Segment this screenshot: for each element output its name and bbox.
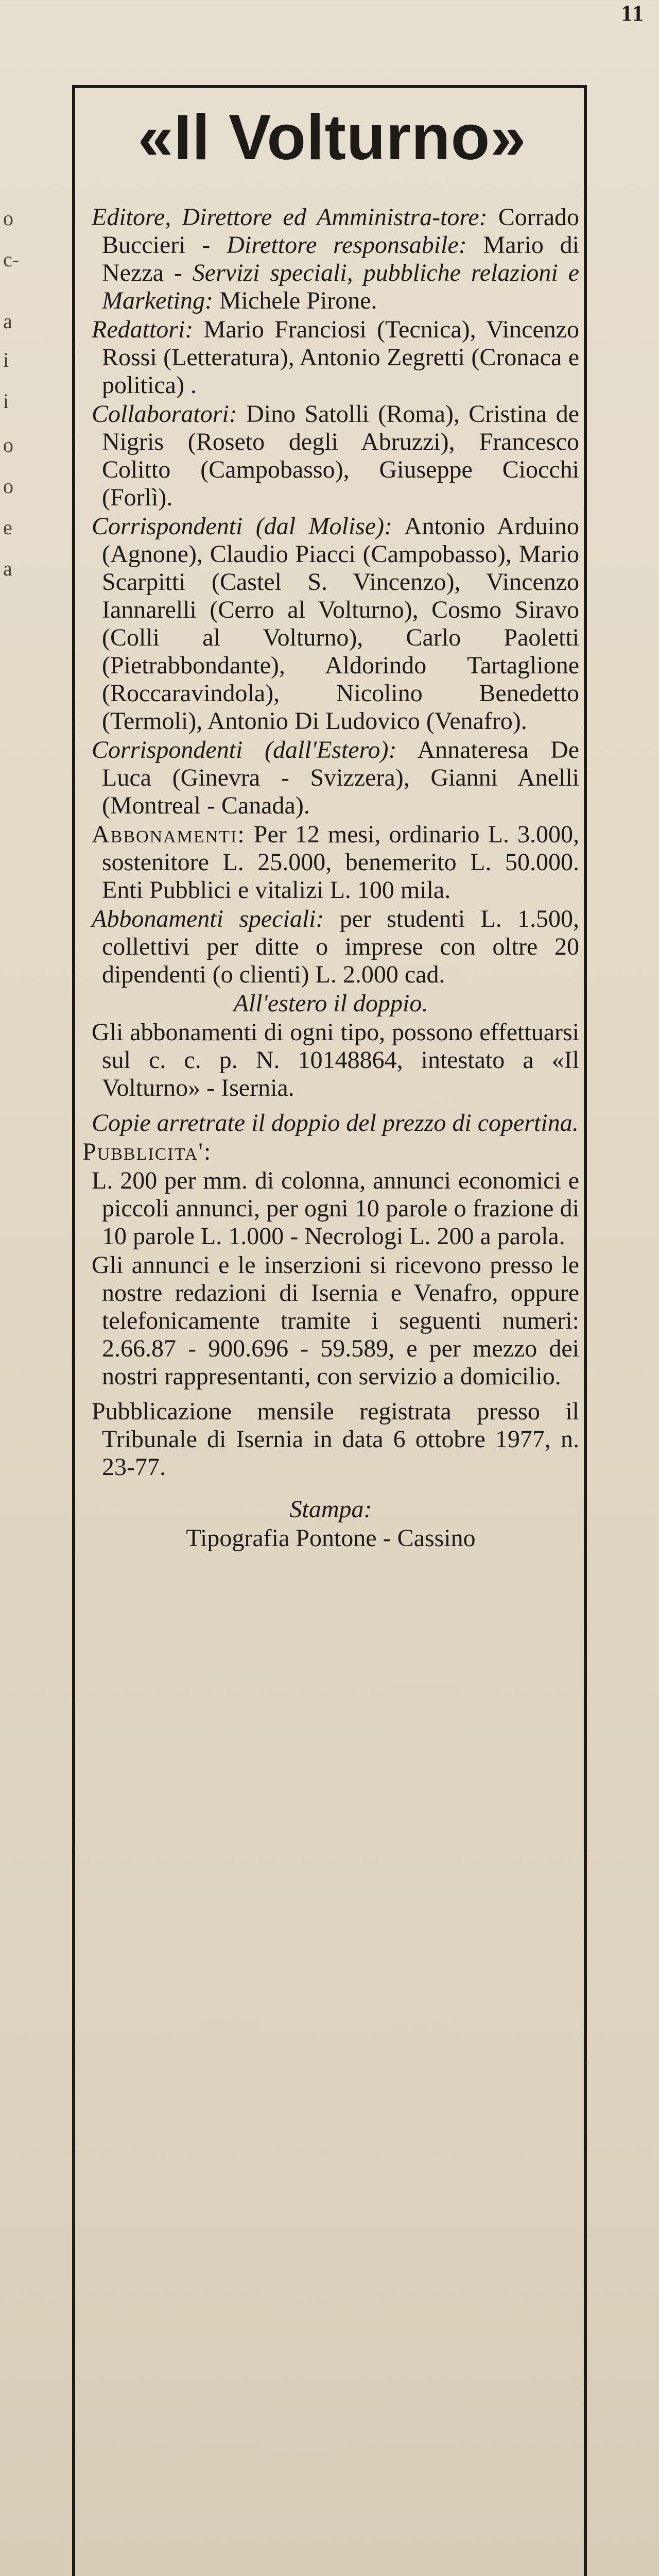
fragment-letter: e bbox=[3, 516, 12, 539]
fragment-letter: i bbox=[3, 389, 9, 413]
redattori-paragraph bbox=[82, 316, 579, 399]
left-column-fragments bbox=[0, 185, 21, 701]
corr-estero-text: Annateresa De Luca (Ginevra - Svizzera), Gianni Anelli (Montreal - Canada). bbox=[102, 736, 579, 819]
page-number: 11 bbox=[621, 1, 645, 26]
editore-paragraph bbox=[82, 204, 579, 315]
abbonamenti-ccp: Gli abbonamenti di ogni tipo, possono effettuarsi sul c. c. p. N. 10148864, intestato a «Il Volturno» - Isernia. bbox=[92, 1019, 579, 1101]
collaboratori-text: Dino Satolli (Roma), Cristina de Nigris (Roseto degli Abruzzi), Francesco Colitto (Campobasso), Giuseppe Ciocchi (Forlì). bbox=[102, 400, 579, 511]
stampa-label: Stampa: bbox=[289, 1496, 372, 1523]
direttore-resp-name: Mario di Nezza - bbox=[102, 231, 580, 286]
corr-molise-text: Antonio Arduino (Agnone), Claudio Piacci (Campobasso), Mario Scarpitti (Castel S. Vincenzo), Vincenzo Iannarelli (Cerro al Volturno), Cosmo Siravo (Colli al Volturno), Carlo Paoletti (Pietrabbondante), Aldorindo Tartaglione (Roccaravindola), Nicolino Benedetto (Termoli), Antonio Di Ludovico (Venafro). bbox=[102, 513, 580, 735]
annunci-text: Gli annunci e le inserzioni si ricevono presso le nostre redazioni di Isernia e Venafro, oppure telefonicamente tramite i seguenti numeri: 2.66.87 - 900.696 - 59.589, e per mezzo dei nostri rappresentanti, con servizio a domicilio. bbox=[92, 1251, 579, 1390]
redattori-text: Mario Franciosi (Tecnica), Vincenzo Rossi (Letteratura), Antonio Zegretti (Cronaca e politica) . bbox=[102, 316, 579, 399]
servizi-name: Michele Pirone. bbox=[219, 287, 377, 314]
masthead-body bbox=[82, 204, 579, 1553]
abbonamenti-label: Abbonamenti: bbox=[92, 821, 246, 848]
pubblicita-text: L. 200 per mm. di colonna, annunci economici e piccoli annunci, per ogni 10 parole o frazione di 10 parole L. 1.000 - Necrologi L. 200 a parola. bbox=[92, 1167, 579, 1250]
corr-molise-label: Corrispondenti (dal Molise): bbox=[92, 513, 393, 540]
collaboratori-label: Collaboratori: bbox=[92, 400, 237, 428]
collaboratori-paragraph bbox=[82, 400, 579, 512]
fragment-letter: o bbox=[3, 433, 13, 456]
abb-speciali-label: Abbonamenti speciali: bbox=[92, 905, 324, 933]
editore-label: Editore, Direttore ed Amministra-tore: bbox=[92, 204, 488, 231]
direttore-resp-label: Direttore responsabile: bbox=[227, 231, 467, 259]
corr-estero-label: Corrispondenti (dall'Estero): bbox=[92, 736, 397, 764]
pubblicazione-text: Pubblicazione mensile registrata presso il Tribunale di Isernia in data 6 ottobre 1977, n. 23-77. bbox=[92, 1398, 579, 1481]
fragment-letter: c- bbox=[3, 248, 20, 271]
abb-speciali-text: per studenti L. 1.500, collettivi per ditte o imprese con oltre 20 dipendenti (o clienti) L. 2.000 cad. bbox=[102, 905, 580, 988]
editore-name: Corrado Buccieri - bbox=[102, 204, 580, 259]
masthead-title: «Il Volturno» bbox=[137, 102, 527, 173]
abbonamenti-paragraph bbox=[82, 821, 579, 904]
fragment-letter: o bbox=[3, 474, 13, 498]
fragment-letter: o bbox=[3, 207, 13, 230]
corrispondenti-molise-paragraph bbox=[82, 513, 579, 735]
fragment-letter: a bbox=[3, 557, 12, 580]
servizi-label: Servizi speciali, pubbliche relazioni e Marketing: bbox=[102, 259, 579, 314]
abbonamenti-text: Per 12 mesi, ordinario L. 3.000, sostenitore L. 25.000, benemerito L. 50.000. Enti Pubblici e vitalizi L. 100 mila. bbox=[102, 821, 580, 904]
stampa-text: Tipografia Pontone - Cassino bbox=[186, 1524, 476, 1552]
fragment-letter: i bbox=[3, 348, 9, 371]
pubblicita-label: Pubblicita': bbox=[82, 1138, 212, 1165]
estero-doppio: All'estero il doppio. bbox=[233, 990, 428, 1017]
abbonamenti-speciali-paragraph bbox=[82, 905, 579, 989]
redattori-label: Redattori: bbox=[92, 316, 194, 343]
copie-arretrate: Copie arretrate il doppio del prezzo di copertina. bbox=[92, 1109, 579, 1137]
fragment-letter: a bbox=[3, 310, 12, 333]
corrispondenti-estero-paragraph bbox=[82, 736, 579, 820]
